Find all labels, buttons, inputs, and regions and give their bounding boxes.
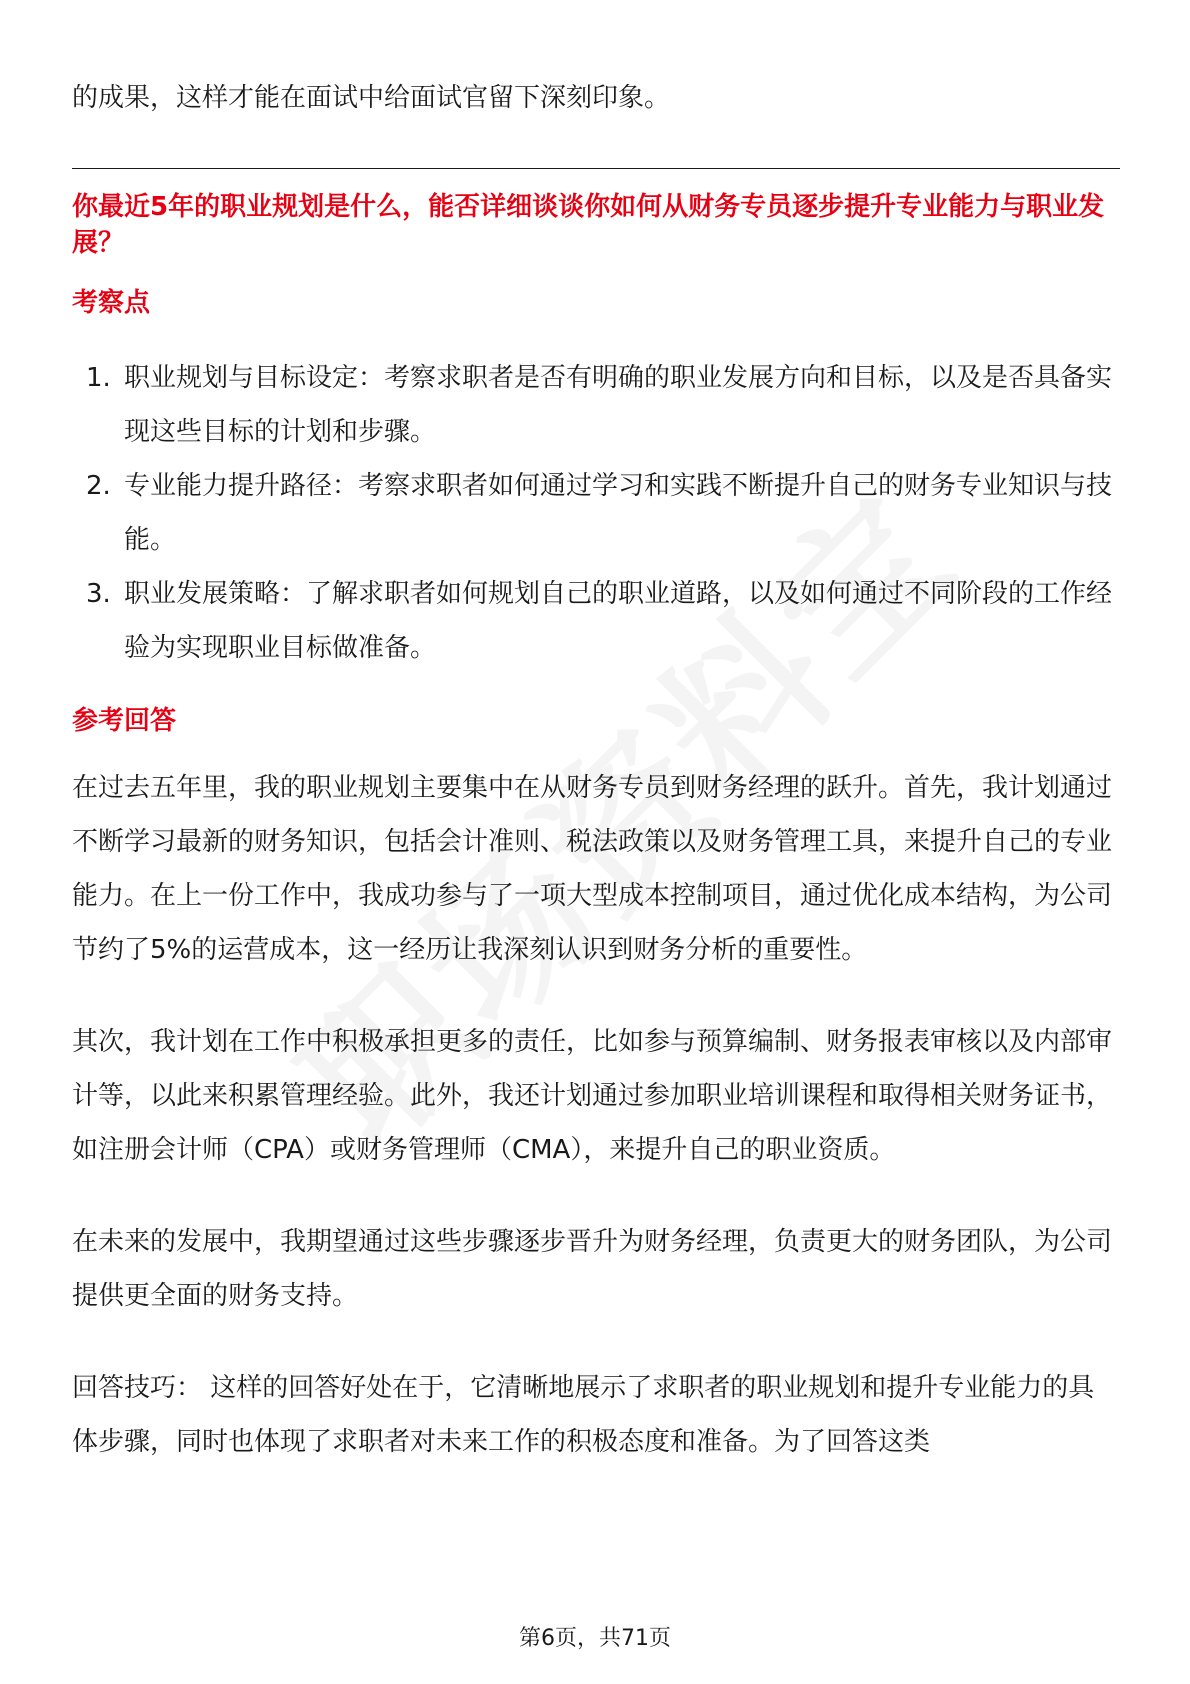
page-number: 第6页，共71页 — [519, 1626, 671, 1651]
list-item-number: 3. — [86, 579, 111, 609]
list-item-text: 专业能力提升路径：考察求职者如何通过学习和实践不断提升自己的财务专业知识与技能。 — [124, 471, 1113, 555]
answer-paragraph: 在未来的发展中，我期望通过这些步骤逐步晋升为财务经理，负责更大的财务团队，为公司提供更全面的财务支持。 — [72, 1227, 1113, 1311]
list-item — [72, 567, 1120, 675]
list-item-number: 2. — [86, 471, 111, 501]
points-heading: 考察点 — [72, 288, 151, 318]
list-item-text: 职业规划与目标设定：考察求职者是否有明确的职业发展方向和目标，以及是否具备实现这些目标的计划和步骤。 — [124, 363, 1113, 447]
answer-body — [72, 761, 1120, 1469]
section-divider — [72, 168, 1120, 169]
answer-heading: 参考回答 — [72, 706, 177, 736]
page-content — [72, 72, 1120, 1469]
list-item-number: 1. — [86, 363, 111, 393]
answer-paragraph: 在过去五年里，我的职业规划主要集中在从财务专员到财务经理的跃升。首先，我计划通过不断学习最新的财务知识，包括会计准则、税法政策以及财务管理工具，来提升自己的专业能力。在上一份工作中，我成功参与了一项大型成本控制项目，通过优化成本结构，为公司节约了5%的运营成本，这一经历让我深刻认识到财务分析的重要性。 — [72, 773, 1113, 965]
question-title: 你最近5年的职业规划是什么，能否详细谈谈你如何从财务专员逐步提升专业能力与职业发展？ — [72, 192, 1105, 258]
list-item — [72, 351, 1120, 459]
intro-text: 的成果，这样才能在面试中给面试官留下深刻印象。 — [72, 83, 671, 113]
points-list — [72, 351, 1120, 675]
list-item — [72, 459, 1120, 567]
list-item-text: 职业发展策略：了解求职者如何规划自己的职业道路，以及如何通过不同阶段的工作经验为实现职业目标做准备。 — [124, 579, 1113, 663]
answer-tip-paragraph: 回答技巧： 这样的回答好处在于，它清晰地展示了求职者的职业规划和提升专业能力的具体步骤，同时也体现了求职者对未来工作的积极态度和准备。为了回答这类 — [72, 1373, 1095, 1457]
answer-paragraph: 其次，我计划在工作中积极承担更多的责任，比如参与预算编制、财务报表审核以及内部审计等，以此来积累管理经验。此外，我还计划通过参加职业培训课程和取得相关财务证书，如注册会计师（CPA）或财务管理师（CMA），来提升自己的职业资质。 — [72, 1027, 1113, 1165]
